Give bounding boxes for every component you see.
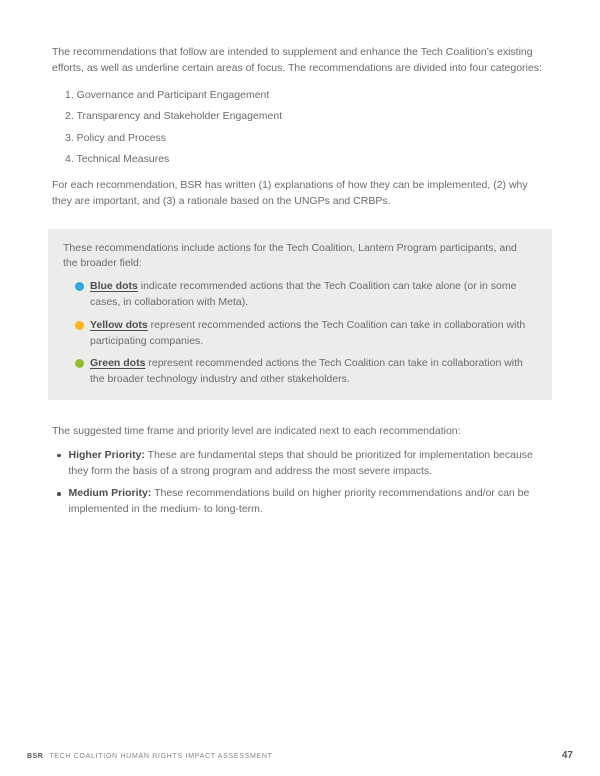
timeframe-paragraph: The suggested time frame and priority level are indicated next to each recommendation: [52, 425, 461, 438]
yellow-dot-icon [75, 321, 84, 330]
page-content [52, 45, 546, 518]
higher-priority-label: Higher Priority: [68, 448, 145, 461]
callout-intro: These recommendations include actions for the Tech Coalition, Lantern Program participants, and the broader field: [63, 241, 517, 270]
callout-item-green-dots [63, 356, 528, 388]
blue-dots-term: Blue dots [90, 280, 138, 293]
green-dots-term: Green dots [90, 357, 146, 370]
callout-item-text [90, 318, 528, 350]
footer-document-title: TECH COALITION HUMAN RIGHTS IMPACT ASSESSMENT [49, 753, 273, 760]
callout-item-yellow-dots [63, 318, 528, 350]
higher-priority-description: These are fundamental steps that should be prioritized for implementation because they form the basis of a strong program and address the most severe impacts. [68, 448, 533, 477]
priority-item-text [69, 448, 547, 480]
priority-item-text [69, 486, 547, 518]
page-number: 47 [561, 750, 573, 761]
category-item-transparency: 2. Transparency and Stakeholder Engagement [65, 110, 283, 123]
blue-dots-description: indicate recommended actions that the Tech Coalition can take alone (or in some cases, in collaboration with Meta). [90, 280, 517, 309]
blue-dot-icon [75, 282, 84, 291]
category-item-policy: 3. Policy and Process [65, 131, 166, 144]
yellow-dots-term: Yellow dots [90, 318, 148, 331]
callout-item-blue-dots [63, 279, 528, 311]
priority-item-medium [52, 486, 546, 518]
green-dots-description: represent recommended actions the Tech Coalition can take in collaboration with the broader technology industry and other stakeholders. [90, 357, 523, 386]
bullet-icon [57, 492, 61, 496]
footer-running-title [27, 753, 273, 760]
green-dot-icon [75, 359, 84, 368]
categories-list [65, 87, 546, 168]
priority-item-higher [52, 448, 546, 480]
category-item-technical: 4. Technical Measures [65, 153, 170, 166]
intro-paragraph: The recommendations that follow are intended to supplement and enhance the Tech Coalition’s existing efforts, as well as underline certain areas of focus. The recommendations are divided into four categories: [52, 46, 542, 74]
category-item-governance: 1. Governance and Participant Engagement [65, 88, 270, 101]
medium-priority-description: These recommendations build on higher priority recommendations and/or can be implemented in the medium- to long-term. [68, 487, 530, 516]
explanation-paragraph: For each recommendation, BSR has written (1) explanations of how they can be implemented, (2) why they are important, and (3) a rationale based on the UNGPs and CRBPs. [52, 179, 528, 207]
callout-item-text [90, 279, 528, 311]
callout-box [48, 229, 552, 400]
callout-item-text [90, 356, 528, 388]
yellow-dots-description: represent recommended actions the Tech Coalition can take in collaboration with participating companies. [90, 318, 526, 347]
page-footer [27, 750, 573, 761]
medium-priority-label: Medium Priority: [68, 487, 152, 500]
footer-brand: BSR [27, 753, 44, 760]
bullet-icon [57, 454, 61, 458]
